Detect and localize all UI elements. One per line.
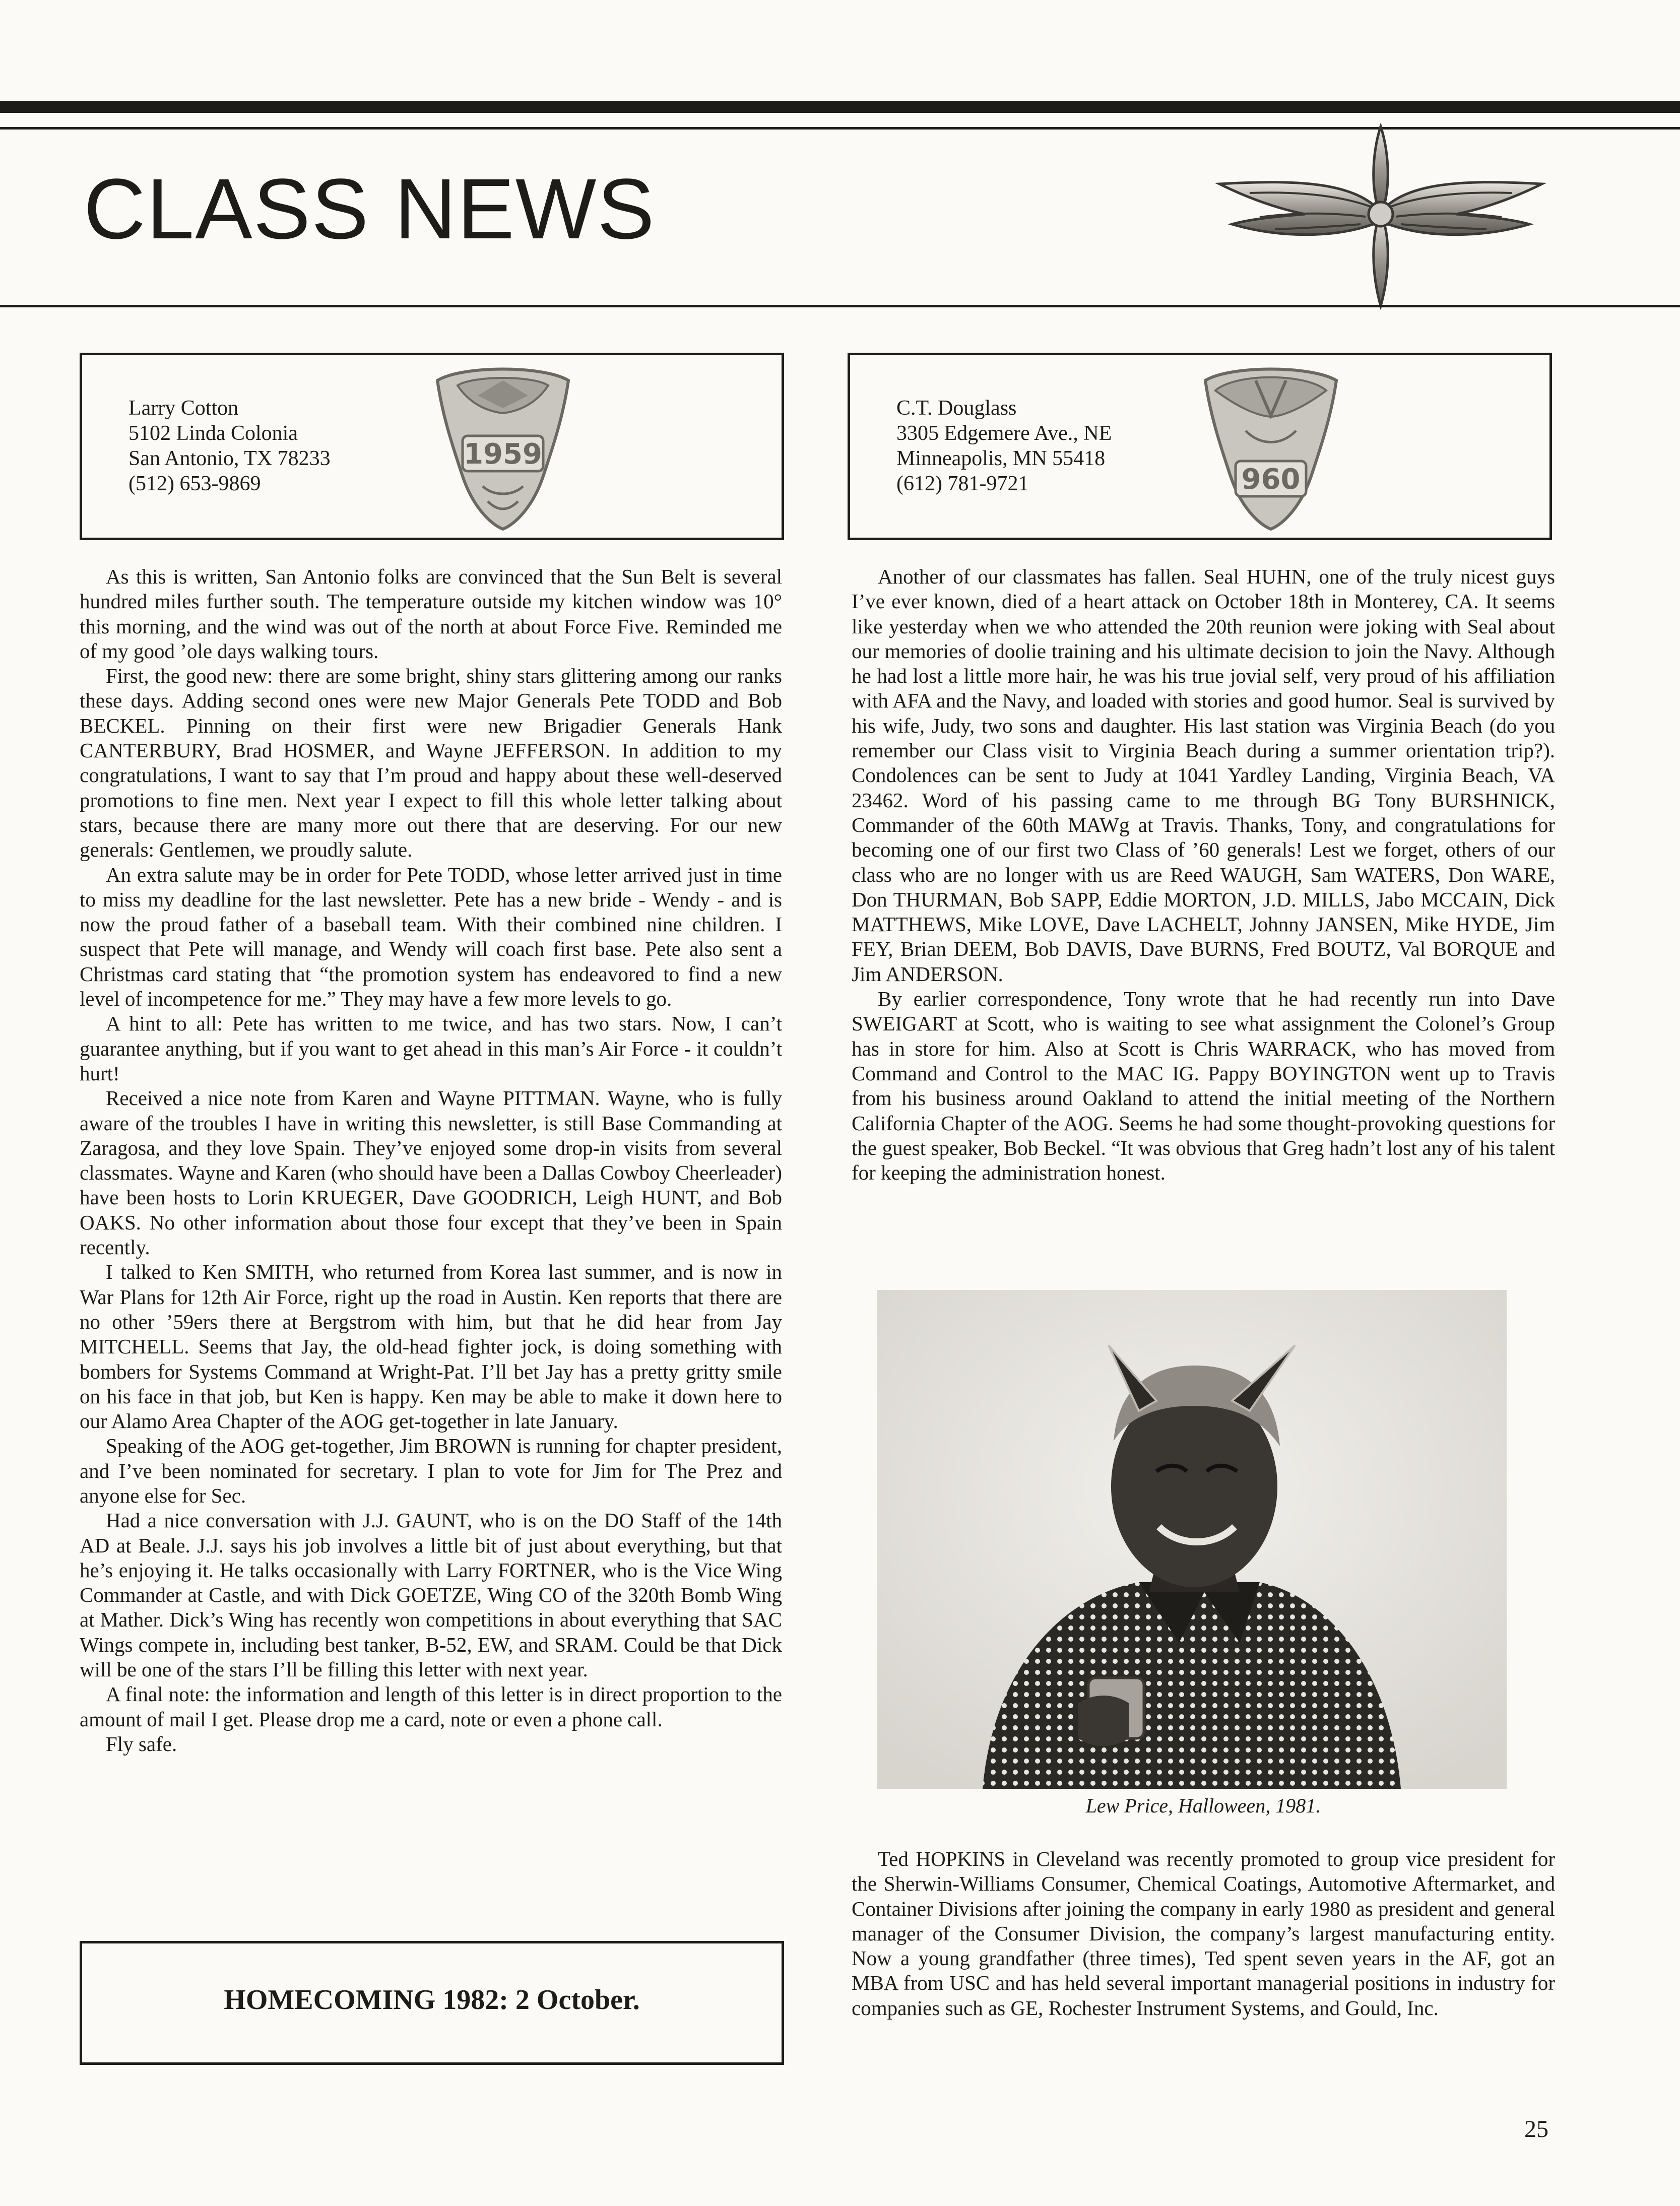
- homecoming-box: [80, 1941, 784, 2065]
- paragraph: Received a nice note from Karen and Wayne PITTMAN. Wayne, who is fully aware of the troubles I have in writing this newsletter, is still Base Commanding at Zaragosa, and they love Spain. They’ve enjoyed some drop-in visits from several classmates. Wayne and Karen (who should have been a Dallas Cowboy Cheerleader) have been hosts to Lorin KRUEGER, Dave GOODRICH, Leigh HUNT, and Bob OAKS. No other information about those four except that they’ve been in Spain recently.: [80, 1086, 782, 1259]
- correspondent-city: Minneapolis, MN 55418: [896, 447, 1106, 470]
- correspondent-street: 5102 Linda Colonia: [128, 422, 298, 445]
- paragraph: I talked to Ken SMITH, who returned from Korea last summer, and is now in War Plans for 12th Air Force, right up the road in Austin. Ken reports that there are no other ’59ers there at Bergstrom with him, but that he did hear from Jay MITCHELL. Seems that Jay, the old-head fighter jock, is doing something with bombers for Systems Command at Wright-Pat. I’ll bet Jay has a pretty gritty smile on his face in that job, but Ken is happy. Ken may be able to make it down here to our Alamo Area Chapter of the AOG get-together in late January.: [80, 1260, 782, 1433]
- correspondent-address: [128, 396, 331, 496]
- paragraph: Ted HOPKINS in Cleveland was recently promoted to group vice president for the Sherwin-Williams Consumer, Chemical Coatings, Automotive Aftermarket, and Container Divisions after joining the company in early 1980 as president and general manager of the Consumer Division, the company’s largest manufacturing entity. Now a young grandfather (three times), Ted spent seven years in the AF, got an MBA from USC and has held several important managerial positions in industry for companies such as GE, Rochester Instrument Systems, and Gould, Inc.: [852, 1847, 1555, 2020]
- paragraph: As this is written, San Antonio folks are convinced that the Sun Belt is several hundred miles further south. The temperature outside my kitchen window was 10° this morning, and the wind was out of the north at about Force Five. Reminded me of my good ’ole days walking tours.: [80, 565, 782, 663]
- paragraph: A final note: the information and length of this letter is in direct proportion to the amount of mail I get. Please drop me a card, note or even a phone call.: [80, 1682, 782, 1731]
- crest-year: 1959: [464, 438, 542, 471]
- paragraph: By earlier correspondence, Tony wrote that he had recently run into Dave SWEIGART at Scott, who is waiting to see what assignment the Colonel’s Group has in store for him. Also at Scott is Chris WARRACK, who has moved from Command and Control to the MAC IG. Pappy BOYINGTON went up to Travis from his business around Oakland to attend the initial meeting of the Northern California Chapter of the AOG. Seems he had some thought-provoking questions for the guest speaker, Bob Beckel. “It was obvious that Greg hadn’t lost any of his talent for keeping the administration honest.: [852, 987, 1555, 1185]
- halloween-photo: [877, 1290, 1507, 1789]
- class-1960-letter-continued: [852, 1847, 1555, 2021]
- correspondent-address: [896, 396, 1112, 496]
- paragraph: A hint to all: Pete has written to me twice, and has two stars. Now, I can’t guarantee anything, but if you want to get ahead in this man’s Air Force - it couldn’t hurt!: [80, 1012, 782, 1085]
- paragraph: An extra salute may be in order for Pete TODD, whose letter arrived just in time to miss my deadline for the last newsletter. Pete has a new bride - Wendy - and is now the proud father of a baseball team. With their combined nine children. I suspect that Pete will manage, and Wendy will coach first base. Pete also sent a Christmas card stating that “the promotion system has endeavored to find a new level of incompetence for me.” They may have a few more levels to go.: [80, 863, 782, 1011]
- paragraph: Another of our classmates has fallen. Seal HUHN, one of the truly nicest guys I’ve ever known, died of a heart attack on October 18th in Monterey, CA. It seems like yesterday when we who attended the 20th reunion were joking with Seal about our memories of doolie training and his ultimate decision to join the Navy. Although he had lost a little more hair, he was his true jovial self, very proud of his affiliation with AFA and the Navy, and loaded with stories and good humor. Seal is survived by his wife, Judy, two sons and daughter. His last station was Virginia Beach (do you remember our Class visit to Virginia Beach during a summer orientation trip?). Condolences can be sent to Judy at 1041 Yardley Landing, Virginia Beach, VA 23462. Word of his passing came to me through BG Tony BURSHNICK, Commander of the 60th MAWg at Travis. Thanks, Tony, and congratulations for becoming one of our first two Class of ’60 generals! Lest we forget, others of our class who are no longer with us are Reed WAUGH, Sam WATERS, Don WARE, Don THURMAN, Bob SAPP, Eddie MORTON, J.D. MILLS, Jabo MCCAIN, Dick MATTHEWS, Mike LOVE, Dave LACHELT, Johnny JANSEN, Mike HYDE, Jim FEY, Brian DEEM, Bob DAVIS, Dave BURNS, Fred BOUTZ, Val BORQUE and Jim ANDERSON.: [852, 565, 1555, 986]
- correspondent-city: San Antonio, TX 78233: [128, 447, 331, 470]
- masthead-rule-thick: [0, 101, 1680, 113]
- correspondent-name: C.T. Douglass: [896, 397, 1017, 420]
- class-1960-letter: [852, 564, 1555, 1185]
- correspondent-phone: (512) 653-9869: [128, 472, 261, 495]
- class-1959-letter: [80, 564, 782, 1757]
- homecoming-notice: HOMECOMING 1982: 2 October.: [224, 1984, 640, 2016]
- page-number: 25: [1524, 2116, 1548, 2143]
- crest-year: 960: [1241, 463, 1301, 496]
- paragraph: Speaking of the AOG get-together, Jim BROWN is running for chapter president, and I’ve been nominated for secretary. I plan to vote for Jim for The Prez and anyone else for Sec.: [80, 1434, 782, 1507]
- masthead-rule-bottom: [0, 305, 1680, 307]
- paragraph: Fly safe.: [106, 1732, 177, 1756]
- paragraph: Had a nice conversation with J.J. GAUNT, who is on the DO Staff of the 14th AD at Beale. J.J. says his job involves a little bit of just about everything, but that he’s enjoying it. He talks occasionally with Larry FORTNER, who is the Vice Wing Commander at Castle, and with Dick GOETZE, Wing CO of the 320th Bomb Wing at Mather. Dick’s Wing has recently won competitions in about everything that SAC Wings compete in, including best tanker, B-52, EW, and SRAM. Could be that Dick will be one of the stars I’ll be filling this letter with next year.: [80, 1509, 782, 1681]
- correspondent-name: Larry Cotton: [128, 397, 239, 420]
- page-title: CLASS NEWS: [84, 161, 656, 257]
- class-crest-icon: [427, 360, 578, 532]
- correspondent-phone: (612) 781-9721: [896, 472, 1029, 495]
- correspondent-box-1960: [848, 353, 1552, 540]
- class-crest-icon: [1195, 360, 1346, 532]
- winged-propeller-icon: [1204, 123, 1557, 310]
- photo-caption: Lew Price, Halloween, 1981.: [1085, 1794, 1321, 1817]
- paragraph: First, the good new: there are some bright, shiny stars glittering among our ranks these days. Adding second ones were new Major Generals Pete TODD and Bob BECKEL. Pinning on their first were new Brigadier Generals Hank CANTERBURY, Brad HOSMER, and Wayne JEFFERSON. In addition to my congratulations, I want to say that I’m proud and happy about these well-deserved promotions to fine men. Next year I expect to fill this whole letter talking about stars, because there are many more out there that are deserving. For our new generals: Gentlemen, we proudly salute.: [80, 664, 782, 862]
- correspondent-street: 3305 Edgemere Ave., NE: [896, 422, 1112, 445]
- correspondent-box-1959: [80, 353, 784, 540]
